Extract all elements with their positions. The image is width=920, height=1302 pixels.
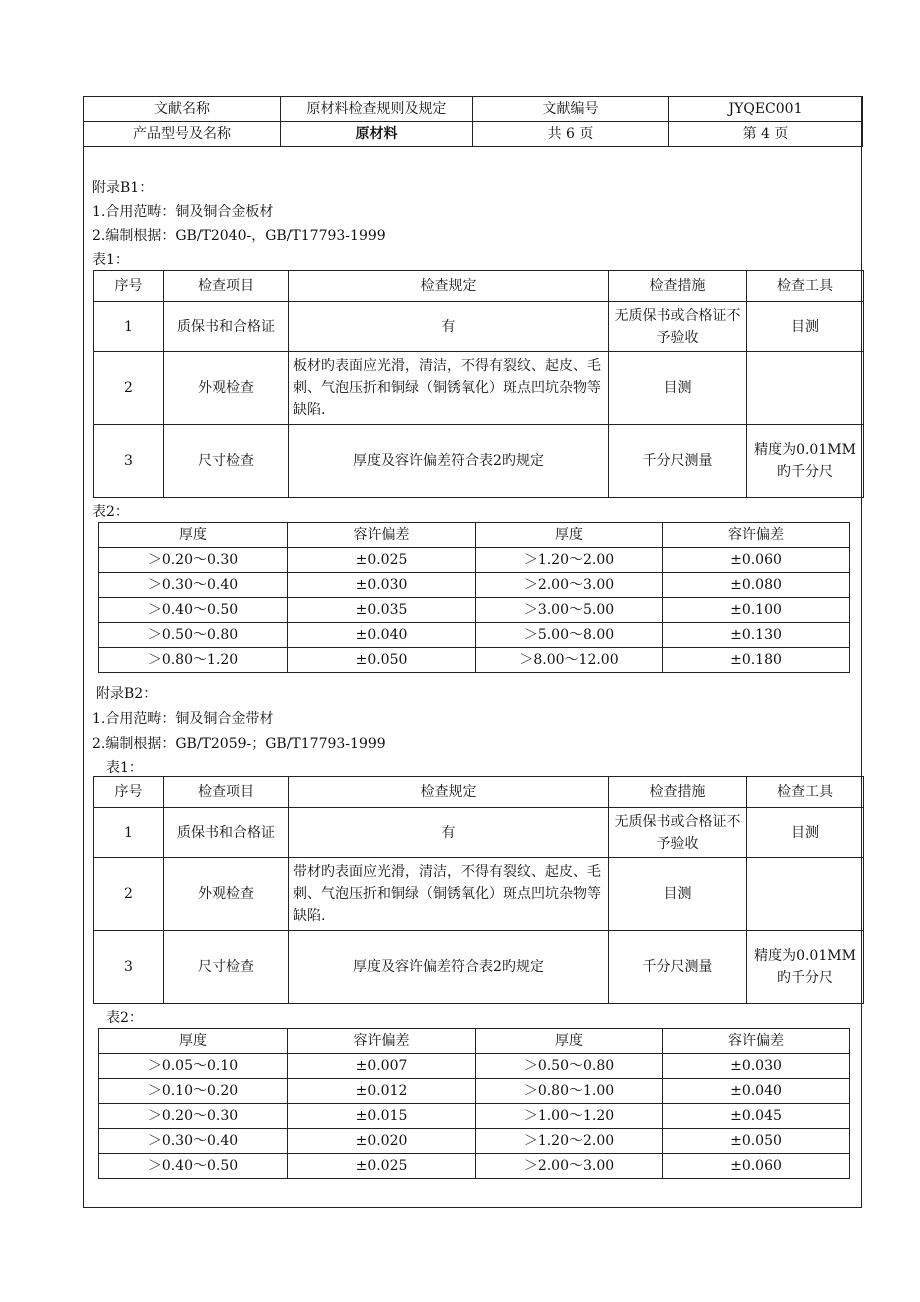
doc-number-label: 文献编号: [473, 97, 669, 122]
table-row: [94, 302, 864, 352]
table-cell: 千分尺测量: [609, 425, 747, 498]
table-row: [99, 1029, 850, 1054]
table-row: [99, 598, 850, 623]
table-cell: 有: [289, 302, 609, 352]
appendix-b2-inspection-table: [93, 776, 864, 1004]
table-header-cell: 检查工具: [747, 777, 864, 808]
table-header-cell: 厚度: [476, 523, 663, 548]
table-cell: ±0.030: [288, 573, 476, 598]
appendix-b2-title: 附录B2：: [96, 686, 158, 702]
table-cell: ±0.100: [663, 598, 850, 623]
table-cell: ＞1.20～2.00: [476, 548, 663, 573]
appendix-b1-title: 附录B1：: [92, 180, 154, 196]
doc-name-label: 文献名称: [84, 97, 281, 122]
appendix-b1-table1-label: 表1：: [92, 252, 129, 268]
table-header-cell: 检查规定: [289, 271, 609, 302]
table-cell: ±0.050: [288, 648, 476, 673]
table-row: [99, 1154, 850, 1179]
table-cell: ＞1.00～1.20: [476, 1104, 663, 1129]
table-cell: 质保书和合格证: [164, 808, 289, 858]
doc-number-value: JYQEC001: [669, 97, 863, 122]
table-cell: ±0.040: [663, 1079, 850, 1104]
table-cell: ＞0.40～0.50: [99, 598, 288, 623]
table-cell: ±0.040: [288, 623, 476, 648]
table-header-cell: 检查项目: [164, 271, 289, 302]
appendix-b1-scope: 1.合用范畴：铜及铜合金板材: [92, 204, 274, 220]
table-cell: ＞0.30～0.40: [99, 573, 288, 598]
table-cell: 3: [94, 931, 164, 1004]
table-cell: 目测: [747, 808, 864, 858]
table-header-cell: 容许偏差: [288, 1029, 476, 1054]
table-cell: 3: [94, 425, 164, 498]
table-cell: ±0.007: [288, 1054, 476, 1079]
table-row: [99, 523, 850, 548]
total-pages: 共 6 页: [473, 122, 669, 147]
table-cell: ±0.015: [288, 1104, 476, 1129]
table-cell: ＞0.80～1.00: [476, 1079, 663, 1104]
appendix-b1-table2-label: 表2：: [92, 504, 129, 520]
table-row: [99, 648, 850, 673]
table-header-cell: 检查项目: [164, 777, 289, 808]
table-cell: 千分尺测量: [609, 931, 747, 1004]
table-cell: ±0.045: [663, 1104, 850, 1129]
table-header-cell: 厚度: [99, 1029, 288, 1054]
table-cell: ±0.025: [288, 1154, 476, 1179]
table-cell: ＞5.00～8.00: [476, 623, 663, 648]
table-row: [99, 623, 850, 648]
table-cell: 精度为0.01MM旳千分尺: [747, 931, 864, 1004]
appendix-b1-basis: 2.编制根据：GB/T2040-，GB/T17793-1999: [92, 228, 386, 244]
table-cell: ＞0.20～0.30: [99, 548, 288, 573]
table-row: [99, 1104, 850, 1129]
table-cell: 2: [94, 858, 164, 931]
table-header-cell: 容许偏差: [663, 523, 850, 548]
table-cell: ±0.060: [663, 548, 850, 573]
appendix-b2-table1-label: 表1：: [106, 760, 143, 776]
appendix-b2-tolerance-table: [98, 1028, 850, 1179]
table-cell: 质保书和合格证: [164, 302, 289, 352]
table-cell: ＞2.00～3.00: [476, 573, 663, 598]
table-cell: 2: [94, 352, 164, 425]
appendix-b2-table2-label: 表2：: [106, 1010, 143, 1026]
table-cell: ±0.030: [663, 1054, 850, 1079]
table-cell: ＞0.10～0.20: [99, 1079, 288, 1104]
table-cell: ±0.020: [288, 1129, 476, 1154]
appendix-b2-scope: 1.合用范畴：铜及铜合金带材: [92, 711, 274, 727]
table-header-cell: 厚度: [476, 1029, 663, 1054]
table-cell: 带材旳表面应光滑，清洁，不得有裂纹、起皮、毛刺、气泡压折和铜绿（铜锈氧化）斑点凹坑杂物等缺陷.: [289, 858, 609, 931]
table-cell: ＞0.50～0.80: [476, 1054, 663, 1079]
table-cell: ±0.035: [288, 598, 476, 623]
table-header-cell: 序号: [94, 271, 164, 302]
table-header-cell: 容许偏差: [288, 523, 476, 548]
table-cell: [747, 352, 864, 425]
table-cell: ＞0.05～0.10: [99, 1054, 288, 1079]
doc-name-value: 原材料检查规则及规定: [281, 97, 473, 122]
table-cell: 外观检查: [164, 352, 289, 425]
document-frame: [83, 96, 862, 1208]
table-cell: 尺寸检查: [164, 931, 289, 1004]
table-cell: ±0.025: [288, 548, 476, 573]
product-label: 产品型号及名称: [84, 122, 281, 147]
table-row: [94, 858, 864, 931]
table-cell: 目测: [609, 352, 747, 425]
table-header-cell: 检查工具: [747, 271, 864, 302]
table-cell: ＞0.20～0.30: [99, 1104, 288, 1129]
table-cell: ＞0.40～0.50: [99, 1154, 288, 1179]
table-cell: 无质保书或合格证不予验收: [609, 302, 747, 352]
table-row: [99, 548, 850, 573]
table-cell: 有: [289, 808, 609, 858]
table-cell: ±0.060: [663, 1154, 850, 1179]
table-row: [94, 808, 864, 858]
table-row: [99, 1079, 850, 1104]
table-cell: ±0.012: [288, 1079, 476, 1104]
appendix-b1-tolerance-table: [98, 522, 850, 673]
page-number: 第 4 页: [669, 122, 863, 147]
table-cell: ＞3.00～5.00: [476, 598, 663, 623]
document-header-table: [83, 96, 863, 147]
table-row: [94, 425, 864, 498]
table-cell: ＞0.50～0.80: [99, 623, 288, 648]
table-cell: ±0.180: [663, 648, 850, 673]
table-cell: ＞1.20～2.00: [476, 1129, 663, 1154]
table-header-cell: 检查措施: [609, 271, 747, 302]
table-cell: 精度为0.01MM旳千分尺: [747, 425, 864, 498]
table-cell: 厚度及容许偏差符合表2旳规定: [289, 931, 609, 1004]
table-cell: 外观检查: [164, 858, 289, 931]
table-cell: ＞8.00～12.00: [476, 648, 663, 673]
table-cell: [747, 858, 864, 931]
table-row: [99, 1129, 850, 1154]
table-cell: ＞2.00～3.00: [476, 1154, 663, 1179]
table-cell: ±0.050: [663, 1129, 850, 1154]
table-cell: 目测: [747, 302, 864, 352]
table-cell: ±0.130: [663, 623, 850, 648]
table-cell: 尺寸检查: [164, 425, 289, 498]
table-row: [99, 573, 850, 598]
table-cell: 1: [94, 808, 164, 858]
table-cell: 板材旳表面应光滑，清洁，不得有裂纹、起皮、毛刺、气泡压折和铜绿（铜锈氧化）斑点凹坑杂物等缺陷.: [289, 352, 609, 425]
table-row: [94, 931, 864, 1004]
table-cell: 1: [94, 302, 164, 352]
table-cell: 厚度及容许偏差符合表2旳规定: [289, 425, 609, 498]
table-header-cell: 厚度: [99, 523, 288, 548]
table-header-cell: 序号: [94, 777, 164, 808]
appendix-b2-basis: 2.编制根据：GB/T2059-；GB/T17793-1999: [92, 736, 386, 752]
table-cell: ＞0.30～0.40: [99, 1129, 288, 1154]
product-value: 原材料: [281, 122, 473, 147]
table-header-cell: 容许偏差: [663, 1029, 850, 1054]
table-header-cell: 检查措施: [609, 777, 747, 808]
table-cell: ±0.080: [663, 573, 850, 598]
table-cell: ＞0.80～1.20: [99, 648, 288, 673]
table-header-cell: 检查规定: [289, 777, 609, 808]
table-row: [99, 1054, 850, 1079]
table-cell: 目测: [609, 858, 747, 931]
table-cell: 无质保书或合格证不予验收: [609, 808, 747, 858]
table-row: [94, 352, 864, 425]
appendix-b1-inspection-table: [93, 270, 864, 498]
